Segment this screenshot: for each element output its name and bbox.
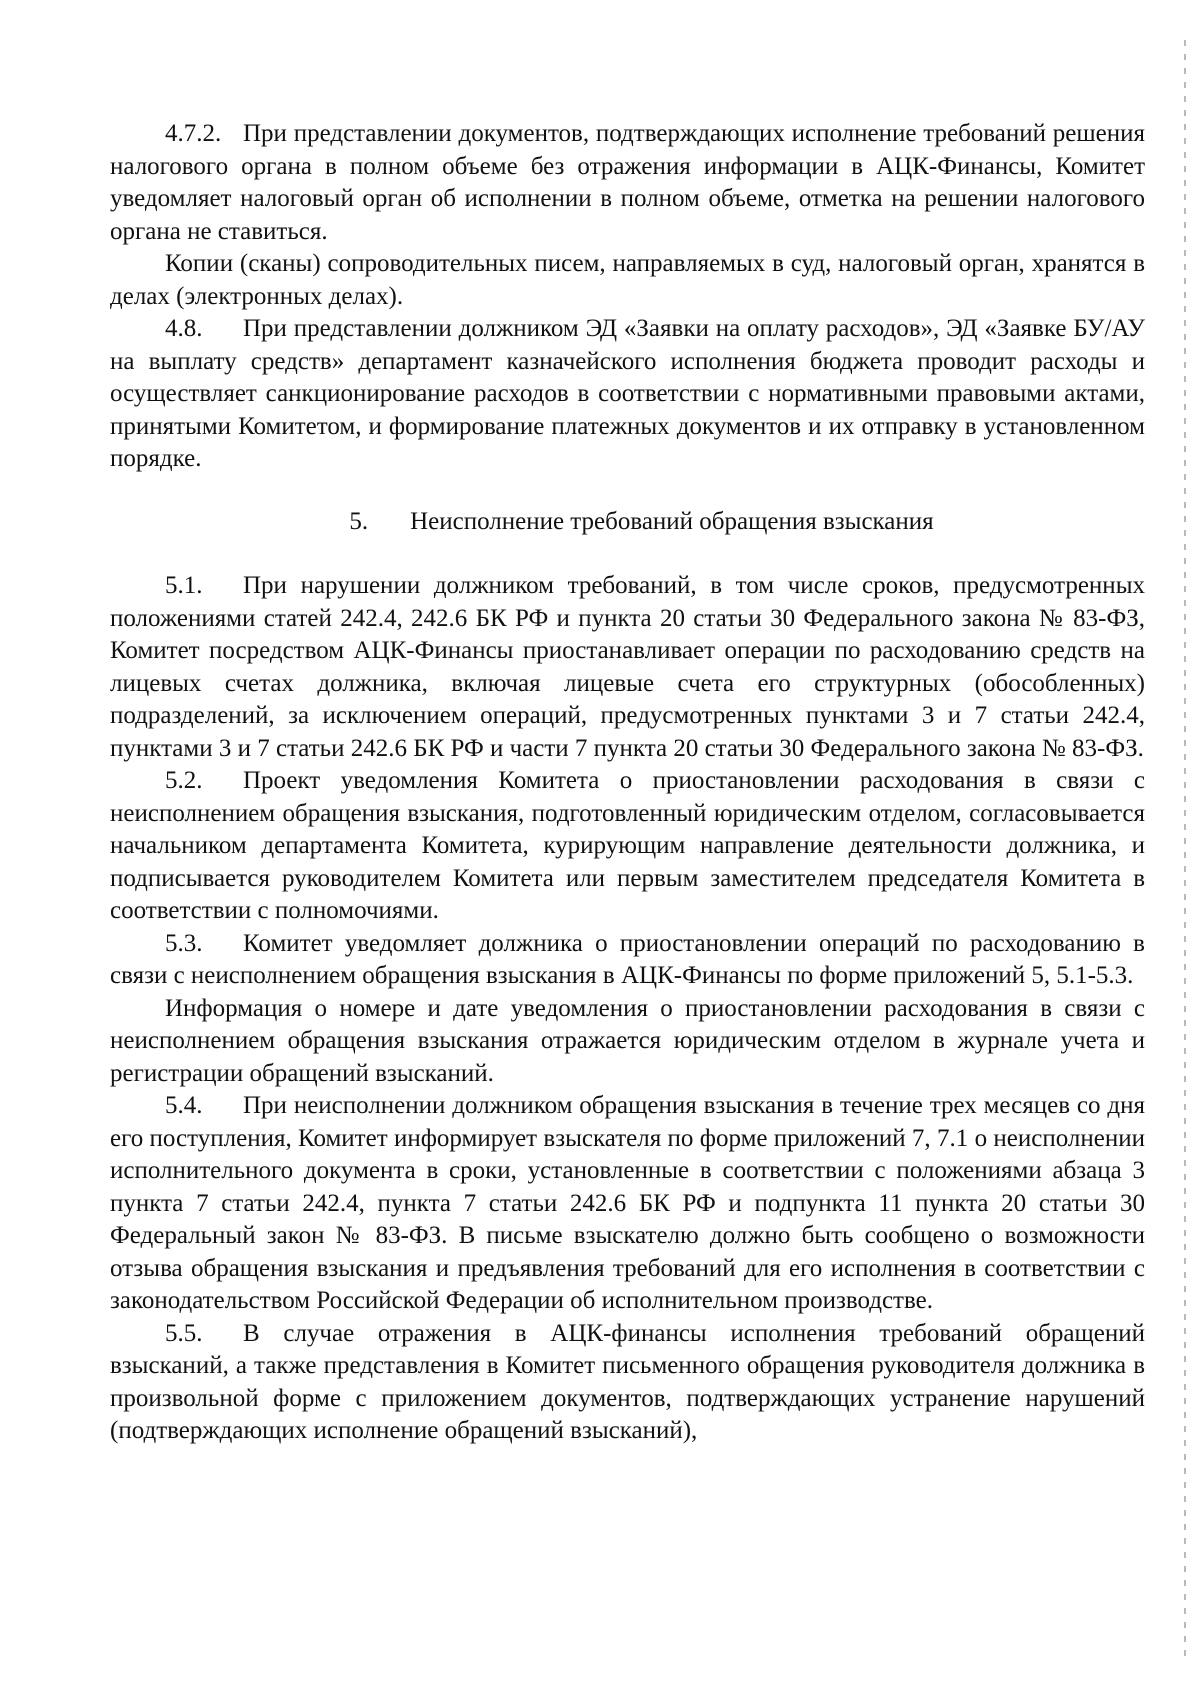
paragraph-number: 5.5. bbox=[165, 1319, 203, 1347]
paragraph-number: 4.7.2. bbox=[165, 120, 222, 147]
section-heading bbox=[110, 506, 1145, 539]
paragraph-text: При представлении документов, подтверждающих исполнение требований решения налогового органа в полном объеме без отражения информации в АЦК-Финансы, Комитет уведомляет налоговый орган об исполнении в полном объеме, отметка на решении налогового органа не ставиться. bbox=[110, 120, 1145, 245]
paragraph-text: При нарушении должником требований, в том числе сроков, предусмотренных положениями статей 242.4, 242.6 БК РФ и пункта 20 статьи 30 Федерального закона № 83-ФЗ, Комитет посредством АЦК-Финансы приостанавливает операции по расходованию средств на лицевых счетах должника, включая лицевые счета его структурных (обособленных) подразделений, за исключением операций, предусмотренных пунктами 3 и 7 статьи 242.4, пунктами 3 и 7 статьи 242.6 БК РФ и части 7 пункта 20 статьи 30 Федерального закона № 83-ФЗ. bbox=[110, 572, 1145, 762]
section-number: 5. bbox=[349, 507, 369, 535]
paragraph-number: 5.4. bbox=[165, 1092, 203, 1119]
paragraph-text: Комитет уведомляет должника о приостановлении операций по расходованию в связи с неисполнением обращения взыскания в АЦК-Финансы по форме приложений 5, 5.1-5.3. bbox=[110, 929, 1145, 989]
paragraph-4-7-2 bbox=[110, 118, 1145, 248]
paragraph-number: 5.1. bbox=[165, 572, 203, 599]
paragraph-5-5 bbox=[110, 1318, 1145, 1448]
paragraph-5-2 bbox=[110, 765, 1145, 928]
paragraph-notice-info bbox=[110, 993, 1145, 1091]
document-body bbox=[110, 118, 1145, 1448]
paragraph-text: Информация о номере и дате уведомления о приостановлении расходования в связи с неисполнением обращения взыскания отражается юридическим отделом в журнале учета и регистрации обращений взысканий. bbox=[110, 994, 1145, 1087]
scan-edge-artifact bbox=[1184, 40, 1186, 1660]
paragraph-number: 5.2. bbox=[165, 767, 203, 794]
paragraph-copies bbox=[110, 248, 1145, 313]
paragraph-5-1 bbox=[110, 570, 1145, 765]
paragraph-5-4 bbox=[110, 1090, 1145, 1318]
paragraph-5-3 bbox=[110, 928, 1145, 993]
paragraph-number: 4.8. bbox=[165, 315, 203, 342]
section-title: Неисполнение требований обращения взыскания bbox=[410, 507, 934, 535]
paragraph-text: В случае отражения в АЦК-финансы исполнения требований обращений взысканий, а также представления в Комитет письменного обращения руководителя должника в произвольной форме с приложением документов, подтверждающих устранение нарушений (подтверждающих исполнение обращений взысканий), bbox=[110, 1319, 1145, 1444]
paragraph-text: При неисполнении должником обращения взыскания в течение трех месяцев со дня его поступления, Комитет информирует взыскателя по форме приложений 7, 7.1 о неисполнении исполнительного документа в сроки, установленные в соответствии с положениями абзаца 3 пункта 7 статьи 242.4, пункта 7 статьи 242.6 БК РФ и подпункта 11 пункта 20 статьи 30 Федеральный закон № 83-ФЗ. В письме взыскателю должно быть сообщено о возможности отзыва обращения взыскания и предъявления требований для его исполнения в соответствии с законодательством Российской Федерации об исполнительном производстве. bbox=[110, 1092, 1145, 1314]
paragraph-text: Проект уведомления Комитета о приостановлении расходования в связи с неисполнением обращения взыскания, подготовленный юридическим отделом, согласовывается начальником департамента Комитета, курирующим направление деятельности должника, и подписывается руководителем Комитета или первым заместителем председателя Комитета в соответствии с полномочиями. bbox=[110, 767, 1145, 924]
paragraph-text: При представлении должником ЭД «Заявки на оплату расходов», ЭД «Заявке БУ/АУ на выплату средств» департамент казначейского исполнения бюджета проводит расходы и осуществляет санкционирование расходов в соответствии с нормативными правовыми актами, принятыми Комитетом, и формирование платежных документов и их отправку в установленном порядке. bbox=[110, 315, 1145, 472]
paragraph-number: 5.3. bbox=[165, 929, 203, 957]
paragraph-text: Копии (сканы) сопроводительных писем, направляемых в суд, налоговый орган, хранятся в делах (электронных делах). bbox=[110, 250, 1145, 310]
paragraph-4-8 bbox=[110, 313, 1145, 476]
